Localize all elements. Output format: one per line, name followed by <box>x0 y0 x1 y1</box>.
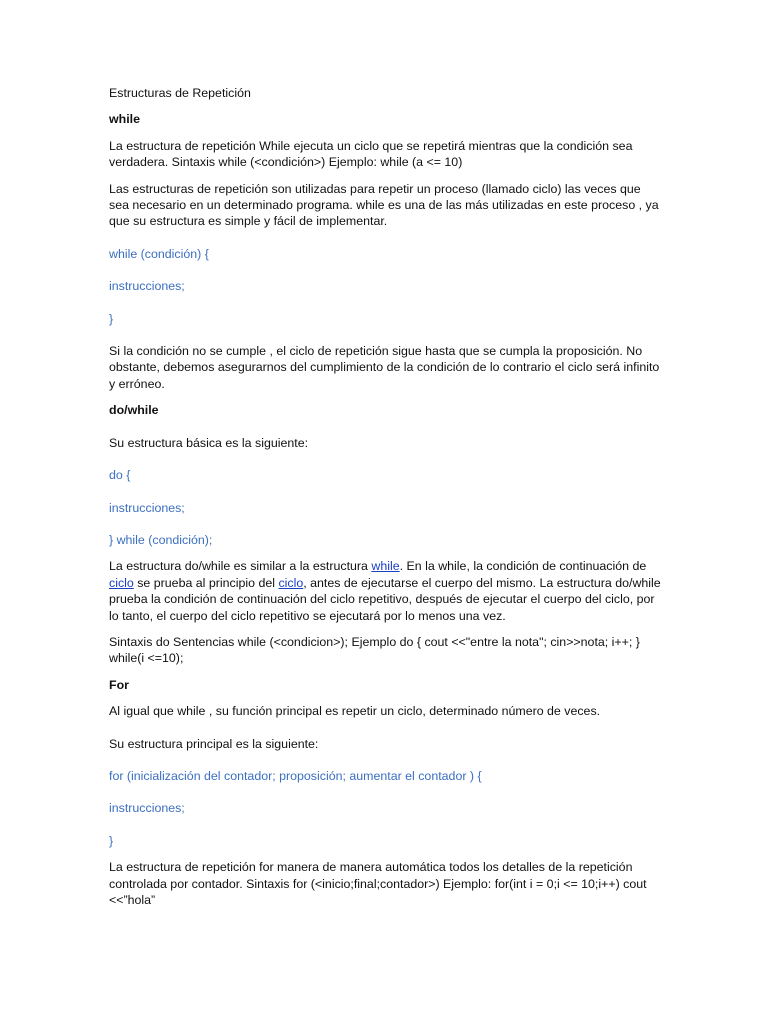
dowhile-text-c: se prueba al principio del <box>133 575 279 590</box>
while-code-line-2: instrucciones; <box>109 279 185 294</box>
dowhile-text-b: . En la while, la condición de continuación de <box>399 559 647 574</box>
for-paragraph-2: La estructura de repetición for manera de manera automática todos los detalles de la repetición controlada por contador. Sintaxis for (<inicio;final;contador>) Ejemplo: for(int i = 0;i <= 10;i++) cout <<”hola” <box>109 860 647 907</box>
dowhile-code-line-1: do { <box>109 468 131 483</box>
dowhile-text-d: , antes de ejecutarse el cuerpo del mismo. La estructura do/while prueba la condición de continuación del ciclo repetitivo, después de ejecutar el cuerpo del ciclo, por lo tanto, el cuerpo del ciclo repetitivo se ejecutará por lo menos una vez. <box>109 575 661 623</box>
document-page <box>109 85 661 908</box>
dowhile-code-line-2: instrucciones; <box>109 500 185 515</box>
dowhile-intro: Su estructura básica es la siguiente: <box>109 435 309 450</box>
for-code-line-3: } <box>109 833 114 848</box>
while-link[interactable]: while <box>371 559 400 574</box>
while-paragraph-3: Si la condición no se cumple , el ciclo de repetición sigue hasta que se cumpla la proposición. No obstante, debemos asegurarnos del cumplimiento de la condición de lo contrario el ciclo será infinito y erróneo. <box>109 344 660 391</box>
for-paragraph-1: Al igual que while , su función principal es repetir un ciclo, determinado número de veces. <box>109 704 601 719</box>
while-heading: while <box>109 112 140 127</box>
for-intro: Su estructura principal es la siguiente: <box>109 736 319 751</box>
dowhile-paragraph-2: Sintaxis do Sentencias while (<condicion>); Ejemplo do { cout <<"entre la nota"; cin>>nota; i++; } while(i <=10); <box>109 634 640 666</box>
while-paragraph-1: La estructura de repetición While ejecuta un ciclo que se repetirá mientras que la condición sea verdadera. Sintaxis while (<condición>) Ejemplo: while (a <= 10) <box>109 138 633 170</box>
dowhile-paragraph-1 <box>109 558 661 624</box>
for-code-line-2: instrucciones; <box>109 801 185 816</box>
ciclo-link-1[interactable]: ciclo <box>109 575 134 590</box>
while-code-line-1: while (condición) { <box>109 246 209 261</box>
dowhile-heading: do/while <box>109 403 159 418</box>
for-code-line-1: for (inicialización del contador; proposición; aumentar el contador ) { <box>109 768 482 783</box>
dowhile-code-line-3: } while (condición); <box>109 532 213 547</box>
while-paragraph-2: Las estructuras de repetición son utilizadas para repetir un proceso (llamado ciclo) las veces que sea necesario en un determinado programa. while es una de las más utilizadas en este proceso , ya que su estructura es simple y fácil de implementar. <box>109 181 659 229</box>
dowhile-text-a: La estructura do/while es similar a la estructura <box>109 559 372 574</box>
ciclo-link-2[interactable]: ciclo <box>278 575 304 590</box>
while-code-line-3: } <box>109 311 114 326</box>
for-heading: For <box>109 677 129 692</box>
document-title: Estructuras de Repetición <box>109 86 251 100</box>
